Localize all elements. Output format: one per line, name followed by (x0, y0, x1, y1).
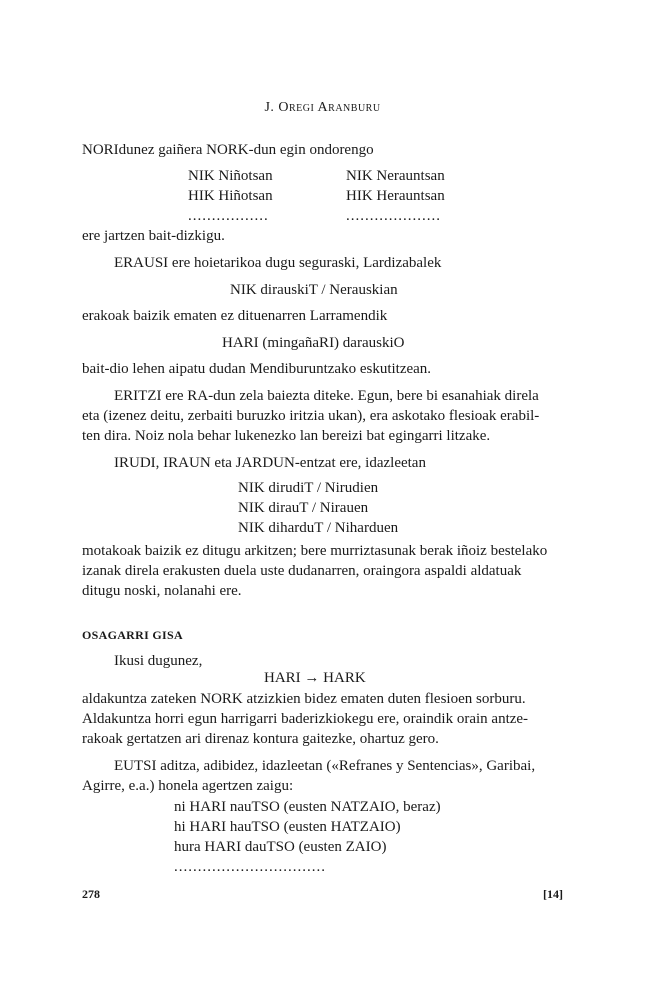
table-1-col1-line: NIK Niñotsan (188, 168, 273, 184)
paragraph-4: erakoak baizik ematen ez dituenarren Larramendik (82, 308, 388, 324)
paragraph-8-line: izanak direla erakusten duela uste dudanarren, oraingora aspaldi aldatuak (82, 563, 522, 579)
example-1: NIK dirauskiT / Nerauskian (230, 282, 398, 298)
table-3-line: ni HARI nauTSO (eusten NATZAIO, beraz) (174, 799, 441, 815)
table-1-col2-line: HIK Herauntsan (346, 188, 445, 204)
paragraph-10 (82, 689, 528, 749)
table-1-col1-dots: ................. (188, 208, 269, 224)
paragraph-6-line: eta (izenez deitu, zerbaiti buruzko iritzia ukan), era askotako flesioak erabil- (82, 408, 540, 424)
table-1-col2-line: NIK Nerauntsan (346, 168, 445, 184)
paragraph-11 (82, 756, 535, 796)
paragraph-6-line: ten dira. Noiz nola behar lukenezko lan bereizi bat egingarri litzake. (82, 428, 491, 444)
paragraph-8 (82, 541, 547, 601)
paragraph-8-line: motakoak baizik ez ditugu arkitzen; bere murriztasunak berak iñoiz bestelako (82, 543, 548, 559)
paragraph-10-line: aldakuntza zateken NORK atzizkien bidez ematen duten flesioen sorburu. (82, 691, 526, 707)
running-head: J. Oregi Aranburu (264, 100, 381, 115)
table-3-line: hi HARI hauTSO (eusten HATZAIO) (174, 819, 401, 835)
paragraph-10-line: rakoak gertatzen ari direnaz kontura gaitezke, ohartuz gero. (82, 731, 439, 747)
table-2-line: NIK dirudiT / Nirudien (238, 480, 379, 496)
paragraph-11-line: Agirre, e.a.) honela agertzen zaigu: (82, 778, 294, 794)
table-3 (174, 797, 441, 877)
paragraph-6 (82, 386, 539, 446)
paragraph-2: ere jartzen bait-dizkigu. (82, 228, 225, 244)
table-1-col1-line: HIK Hiñotsan (188, 188, 273, 204)
formula: HARI → HARK (264, 670, 366, 686)
paragraph-10-line: Aldakuntza horri egun harrigarri baderizkiokegu ere, oraindik orain antze- (82, 711, 529, 727)
table-2 (238, 478, 398, 538)
page-number: 278 (82, 887, 100, 901)
paragraph-6-line: ERITZI ere RA-dun zela baiezta diteke. Egun, bere bi esanahiak direla (114, 388, 539, 404)
paragraph-11-line: EUTSI aditza, adibidez, idazleetan («Refranes y Sentencias», Garibai, (114, 758, 536, 774)
paragraph-8-line: ditugu noski, nolanahi ere. (82, 583, 242, 599)
paragraph-3: ERAUSI ere hoietarikoa dugu seguraski, Lardizabalek (114, 255, 442, 271)
paragraph-1: NORIdunez gaiñera NORK-dun egin ondorengo (82, 142, 374, 158)
bracket-number: [14] (543, 887, 563, 901)
section-heading: OSAGARRI GISA (82, 628, 183, 642)
table-2-line: NIK dirauT / Nirauen (238, 500, 369, 516)
table-1-col-2 (346, 166, 445, 226)
paragraph-9: Ikusi dugunez, (114, 653, 203, 669)
example-2: HARI (mingañaRI) darauskiO (222, 335, 405, 351)
table-1-col-1 (188, 166, 273, 226)
table-3-line: hura HARI dauTSO (eusten ZAIO) (174, 839, 387, 855)
table-1-col2-dots: .................... (346, 208, 441, 224)
table-3-dots: ................................ (174, 859, 326, 875)
paragraph-5: bait-dio lehen aipatu dudan Mendiburuntzako eskutitzean. (82, 361, 432, 377)
table-2-line: NIK diharduT / Niharduen (238, 520, 399, 536)
paragraph-7: IRUDI, IRAUN eta JARDUN-entzat ere, idazleetan (114, 455, 426, 471)
